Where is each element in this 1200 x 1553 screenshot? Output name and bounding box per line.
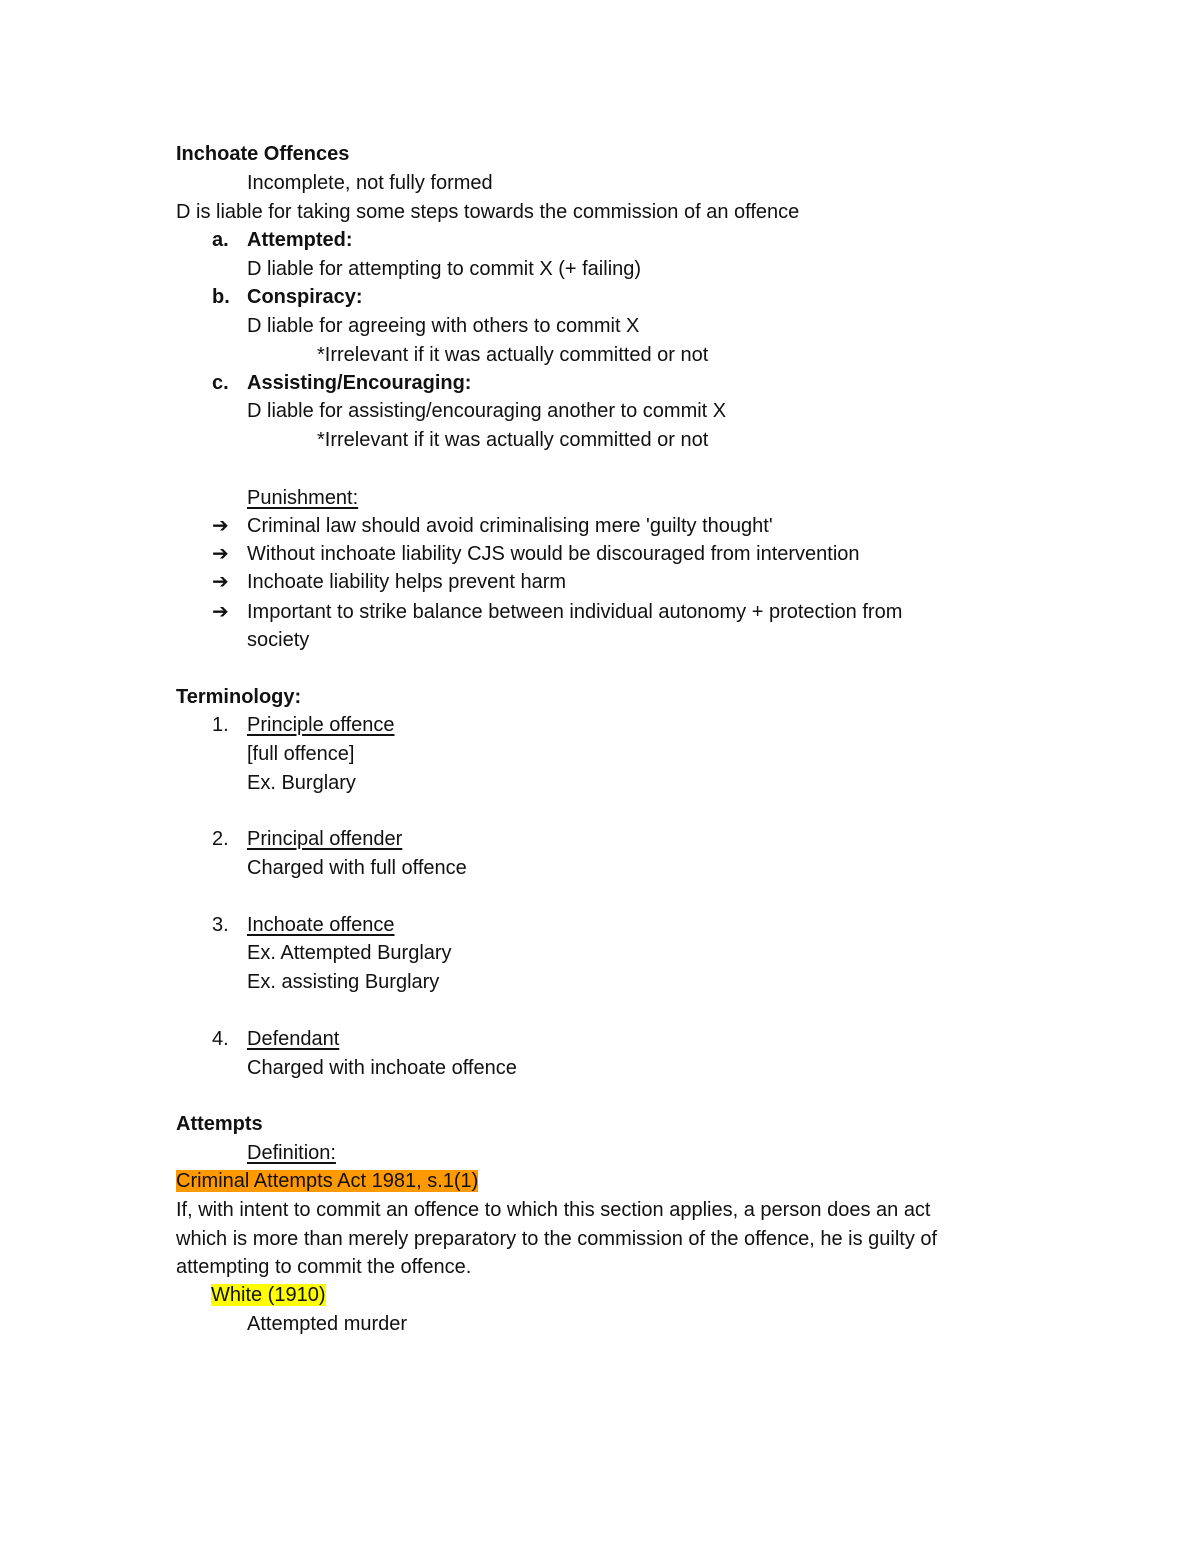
punishment-point: Criminal law should avoid criminalising mere 'guilty thought'	[247, 515, 773, 537]
type-note-conspiracy: *Irrelevant if it was actually committed or not	[317, 344, 709, 366]
term-defendant: Defendant	[247, 1028, 340, 1050]
statute-citation: Criminal Attempts Act 1981, s.1(1)	[176, 1170, 479, 1192]
section-heading-inchoate-offences: Inchoate Offences	[176, 143, 350, 165]
type-note-assisting: *Irrelevant if it was actually committed or not	[317, 429, 709, 451]
punishment-point-continuation: society	[247, 629, 310, 651]
type-title-conspiracy: Conspiracy:	[247, 286, 363, 308]
arrow-bullet-icon: ➔	[212, 601, 229, 623]
list-marker-b: b.	[212, 286, 230, 308]
list-marker-2: 2.	[212, 828, 229, 850]
arrow-bullet-icon: ➔	[212, 571, 229, 593]
list-marker-1: 1.	[212, 714, 229, 736]
term-principal-offender: Principal offender	[247, 828, 403, 850]
list-marker-c: c.	[212, 372, 229, 394]
statute-text-line: which is more than merely preparatory to the commission of the offence, he is guilty of	[176, 1228, 938, 1250]
list-marker-a: a.	[212, 229, 229, 251]
statute-text-line: If, with intent to commit an offence to which this section applies, a person does an act	[176, 1199, 931, 1221]
term-detail: Charged with full offence	[247, 857, 467, 879]
type-desc-attempted: D liable for attempting to commit X (+ failing)	[247, 258, 642, 280]
arrow-bullet-icon: ➔	[212, 543, 229, 565]
punishment-point: Without inchoate liability CJS would be discouraged from intervention	[247, 543, 860, 565]
statute-text-line: attempting to commit the offence.	[176, 1256, 472, 1278]
type-title-assisting: Assisting/Encouraging:	[247, 372, 472, 394]
punishment-point: Important to strike balance between individual autonomy + protection from	[247, 601, 903, 623]
term-principle-offence: Principle offence	[247, 714, 395, 736]
case-note: Attempted murder	[247, 1313, 408, 1335]
section-heading-terminology: Terminology:	[176, 686, 302, 708]
list-marker-4: 4.	[212, 1028, 229, 1050]
term-detail: Charged with inchoate offence	[247, 1057, 517, 1079]
term-detail: [full offence]	[247, 743, 355, 765]
term-inchoate-offence: Inchoate offence	[247, 914, 395, 936]
punishment-point: Inchoate liability helps prevent harm	[247, 571, 567, 593]
term-detail: Ex. Attempted Burglary	[247, 942, 452, 964]
punishment-heading: Punishment:	[247, 487, 359, 509]
type-title-attempted: Attempted:	[247, 229, 353, 251]
intro-definition: D is liable for taking some steps towards the commission of an offence	[176, 201, 800, 223]
section-heading-attempts: Attempts	[176, 1113, 263, 1135]
type-desc-assisting: D liable for assisting/encouraging another to commit X	[247, 400, 727, 422]
definition-label: Definition:	[247, 1142, 336, 1164]
term-detail: Ex. assisting Burglary	[247, 971, 440, 993]
case-citation-white: White (1910)	[211, 1284, 326, 1306]
type-desc-conspiracy: D liable for agreeing with others to commit X	[247, 315, 640, 337]
intro-subtitle: Incomplete, not fully formed	[247, 172, 493, 194]
term-detail: Ex. Burglary	[247, 772, 356, 794]
list-marker-3: 3.	[212, 914, 229, 936]
arrow-bullet-icon: ➔	[212, 515, 229, 537]
